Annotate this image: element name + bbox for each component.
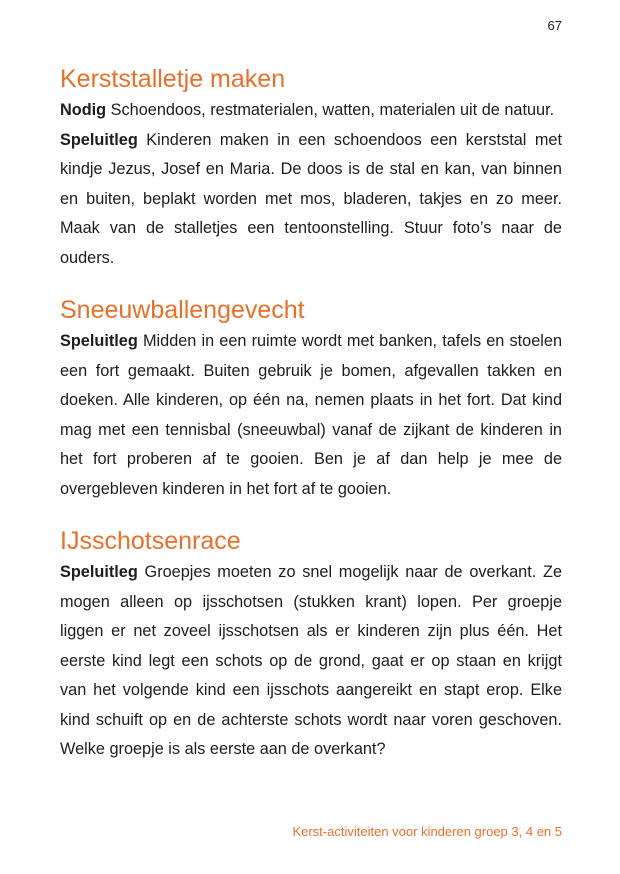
paragraph-text: Kinderen maken in een schoendoos een kerststal met kindje Jezus, Josef en Maria. De doos is de stal en kan, van binnen en buiten, beplakt worden met mos, bladeren, takjes en zo meer. Maak van de stalletjes een tentoonstelling. Stuur foto’s naar de ouders.: [60, 130, 562, 267]
section-ijsschotsenrace: [60, 524, 562, 765]
paragraph-speluitleg: [60, 327, 562, 504]
page-content: [60, 62, 562, 765]
paragraph-text: Schoendoos, restmaterialen, watten, materialen uit de natuur.: [110, 101, 555, 119]
paragraph-label: Speluitleg: [60, 130, 138, 149]
paragraph-label: Speluitleg: [60, 563, 138, 581]
paragraph-text: Groepjes moeten zo snel mogelijk naar de overkant. Ze mogen alleen op ijsschotsen (stukken krant) lopen. Per groepje liggen er net zoveel ijsschotsen als er kinderen zijn plus één. Het eerste kind legt een schots op de grond, gaat er op staan en krijgt van het volgende kind een ijsschots aangereikt en stapt erop. Elke kind schuift op en de achterste schots wordt naar voren geschoven. Welke groepje is als eerste aan de overkant?: [60, 563, 562, 758]
section-title: Kerststalletje maken: [60, 65, 286, 93]
section-kerststalletje-maken: [60, 62, 562, 273]
paragraph-speluitleg: [60, 558, 562, 765]
paragraph-nodig: [60, 96, 562, 126]
paragraph-label: Speluitleg: [60, 332, 138, 350]
section-title: IJsschotsenrace: [60, 527, 241, 555]
paragraph-speluitleg: [60, 126, 562, 274]
footer-text: Kerst-activiteiten voor kinderen groep 3, 4 en 5: [292, 824, 562, 839]
section-sneeuwballengevecht: [60, 293, 562, 504]
section-title: Sneeuwballengevecht: [60, 296, 305, 324]
paragraph-label: Nodig: [60, 101, 107, 119]
paragraph-text: Midden in een ruimte wordt met banken, tafels en stoelen een fort gemaakt. Buiten gebruik je bomen, afgevallen takken en doeken. Alle kinderen, op één na, nemen plaats in het fort. Dat kind mag met een tennisbal (sneeuwbal) vanaf de zijkant de kinderen in het fort proberen af te gooien. Ben je af dan help je mee de overgebleven kinderen in het fort af te gooien.: [60, 332, 562, 498]
page-number: 67: [547, 18, 562, 33]
